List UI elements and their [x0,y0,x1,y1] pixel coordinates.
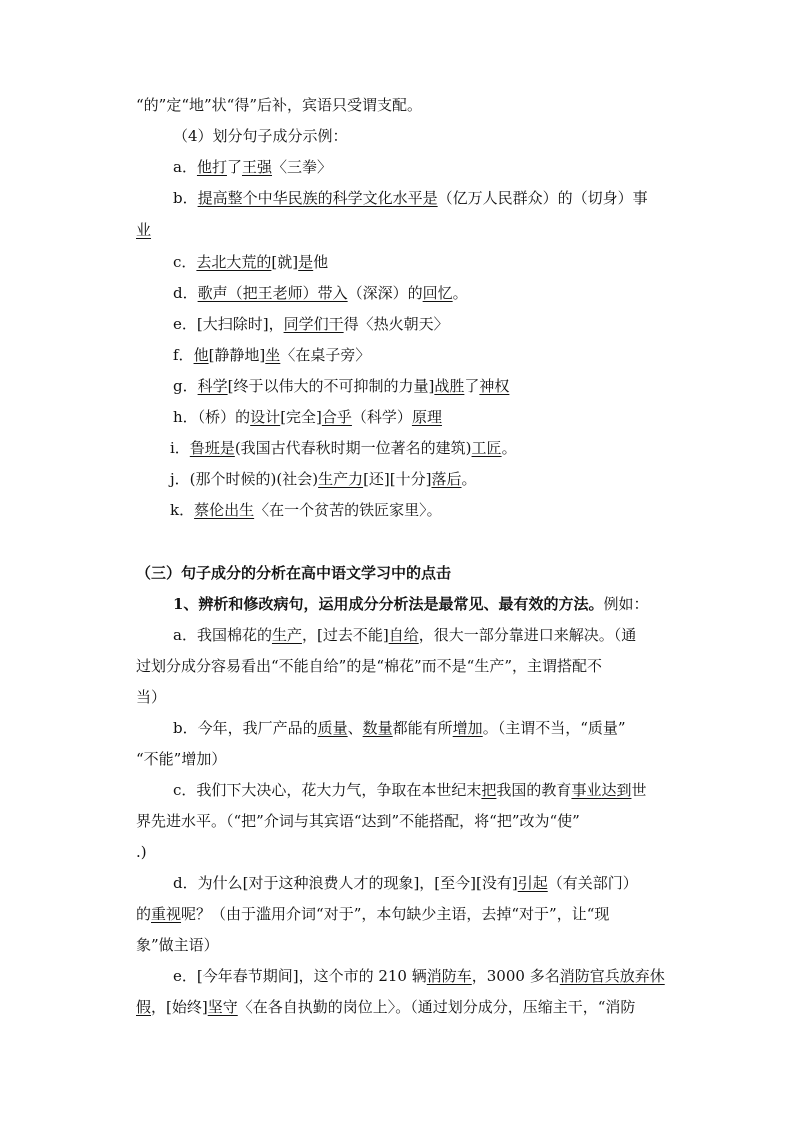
line-2 [173,126,348,146]
text-segment: k． [170,501,195,519]
section-heading [136,563,451,583]
line-23 [136,811,580,831]
text-segment: 了 [464,377,480,395]
text-segment: 得〈热火朝天〉 [343,315,449,333]
text-segment: d． [173,284,198,302]
text-segment: 。 [452,284,468,302]
text-segment: 的 [136,905,152,923]
line-5 [136,220,151,240]
text-segment: 。 [501,439,517,457]
text-segment: 了 [226,158,242,176]
underlined-component: 鲁班是 [189,439,235,457]
line-26 [136,904,609,924]
text-segment: [终于以伟大的不可抑制的力量] [227,377,435,395]
text-segment: 〈在各自执勤的岗位上〉。（通过划分成分，压缩主干，“消防 [237,998,636,1016]
text-segment: c． [173,253,197,271]
line-14 [170,500,442,520]
underlined-component: 战胜 [434,377,465,395]
text-segment: 界先进水平。（“把”介词与其宾语“达到”不能搭配，将“把”改为“使” [136,812,580,830]
text-segment: 世 [631,781,647,799]
text-segment: 我国的教育 [496,781,572,799]
underlined-component: 落后 [431,470,462,488]
underlined-component: 生产 [271,626,302,644]
text-segment: 1、辨析和修改病句，运用成分分析法是最常见、最有效的方法。 [173,595,604,613]
line-8 [173,314,449,334]
line-25 [173,873,638,893]
underlined-component: 王强 [241,158,272,176]
line-27 [136,935,219,955]
line-16 [173,594,648,614]
line-18 [136,656,602,676]
text-segment: .) [136,843,147,861]
text-segment: [静静地] [208,346,266,364]
underlined-component: 数量 [362,719,393,737]
underlined-component: 坐 [265,346,281,364]
text-segment: ，[过去不能] [301,626,389,644]
text-segment: [完全] [280,408,322,426]
underlined-component: 是 [298,253,314,271]
underlined-component: 工匠 [471,439,502,457]
text-segment: e．[今年春节期间]，这个市的 210 辆 [173,967,427,985]
underlined-component: 重视 [151,905,182,923]
text-segment: b．今年，我厂产品的 [173,719,318,737]
underlined-component: 自给 [388,626,419,644]
underlined-component: 回忆 [422,284,453,302]
underlined-component: 蔡伦出生 [194,501,255,519]
underlined-component: 假 [136,998,152,1016]
line-10 [173,376,509,396]
underlined-component: 他打 [196,158,227,176]
text-segment: 象”做主语） [136,936,219,954]
text-segment: ，[始终] [151,998,208,1016]
underlined-component: 生产力 [318,470,364,488]
underlined-component: 质量 [317,719,348,737]
text-segment: （深深）的 [347,284,423,302]
underlined-component: 达到 [601,781,632,799]
underlined-component: 消防车 [426,967,472,985]
line-20 [173,718,626,738]
line-12 [170,438,517,458]
line-28 [173,966,665,986]
text-segment: 。（主谓不当，“质量” [482,719,626,737]
underlined-component: 业 [136,221,152,239]
line-11 [173,407,442,427]
text-segment: 当） [136,688,167,706]
text-segment: j．(那个时候的)(社会) [170,470,319,488]
line-17 [173,625,636,645]
line-19 [136,687,166,707]
underlined-component: 歌声（把王老师）带入 [197,284,348,302]
text-segment: （科学） [351,408,412,426]
text-segment: （4）划分句子成分示例： [173,127,348,145]
underlined-component: 引起 [517,874,548,892]
line-24 [136,842,147,862]
text-segment: h．（桥）的 [173,408,251,426]
text-segment: [就] [271,253,299,271]
underlined-component: 增加 [452,719,483,737]
line-3 [173,157,332,177]
text-segment: （三）句子成分的分析在高中语文学习中的点击 [136,564,452,582]
text-segment: ，很大一部分靠进口来解决。（通 [418,626,637,644]
underlined-component: 事业 [571,781,602,799]
line-13 [170,469,477,489]
underlined-component: 坚守 [207,998,238,1016]
underlined-component: 同学们干 [283,315,344,333]
line-21 [136,749,226,769]
underlined-component: 原理 [411,408,442,426]
text-segment: 他 [313,253,329,271]
text-segment: 过划分成分容易看出“不能自给”的是“棉花”而不是“生产”，主谓搭配不 [136,657,603,675]
text-segment: a．我国棉花的 [173,626,272,644]
text-segment: b． [173,189,198,207]
line-4 [173,188,648,208]
line-6 [173,252,328,272]
text-segment: （亿万人民群众）的（切身）事 [437,189,648,207]
line-9 [173,345,370,365]
line-22 [173,780,646,800]
text-segment: 〈三拳〉 [272,158,333,176]
text-segment: 都能有所 [392,719,453,737]
text-segment: e．[大扫除时]， [173,315,284,333]
underlined-component: 去北大荒的 [196,253,272,271]
text-segment: d．为什么[对于这种浪费人才的现象]，[至今][没有] [173,874,518,892]
text-segment: ，3000 多名 [471,967,560,985]
text-segment: 呢？（由于滥用介词“对于”，本句缺少主语，去掉“对于”，让“现 [181,905,610,923]
text-segment: (我国古代春秋时期一位著名的建筑) [234,439,472,457]
underlined-component: 他 [193,346,209,364]
line-29 [136,997,635,1017]
text-segment: f． [173,346,194,364]
line-1 [136,95,422,115]
text-segment: “不能”增加） [136,750,227,768]
text-segment: g． [173,377,198,395]
underlined-component: 把 [481,781,497,799]
underlined-component: 设计 [250,408,281,426]
text-segment: （有关部门） [547,874,638,892]
underlined-component: 合乎 [321,408,352,426]
text-segment: “的”定“地”状“得”后补，宾语只受谓支配。 [136,96,423,114]
text-segment: 〈在桌子旁〉 [280,346,371,364]
underlined-component: 科学 [197,377,228,395]
line-7 [173,283,468,303]
text-segment: 例如： [603,595,649,613]
underlined-component: 神权 [479,377,510,395]
text-segment: 、 [347,719,363,737]
underlined-component: 提高整个中华民族的科学文化水平是 [197,189,438,207]
text-segment: a． [173,158,197,176]
text-segment: i． [170,439,190,457]
text-segment: [还][十分] [363,470,432,488]
text-segment: c．我们下大决心，花大力气，争取在本世纪末 [173,781,482,799]
text-segment: 。 [461,470,477,488]
text-segment: 〈在一个贫苦的铁匠家里〉。 [254,501,442,519]
underlined-component: 消防官兵放弃休 [559,967,665,985]
